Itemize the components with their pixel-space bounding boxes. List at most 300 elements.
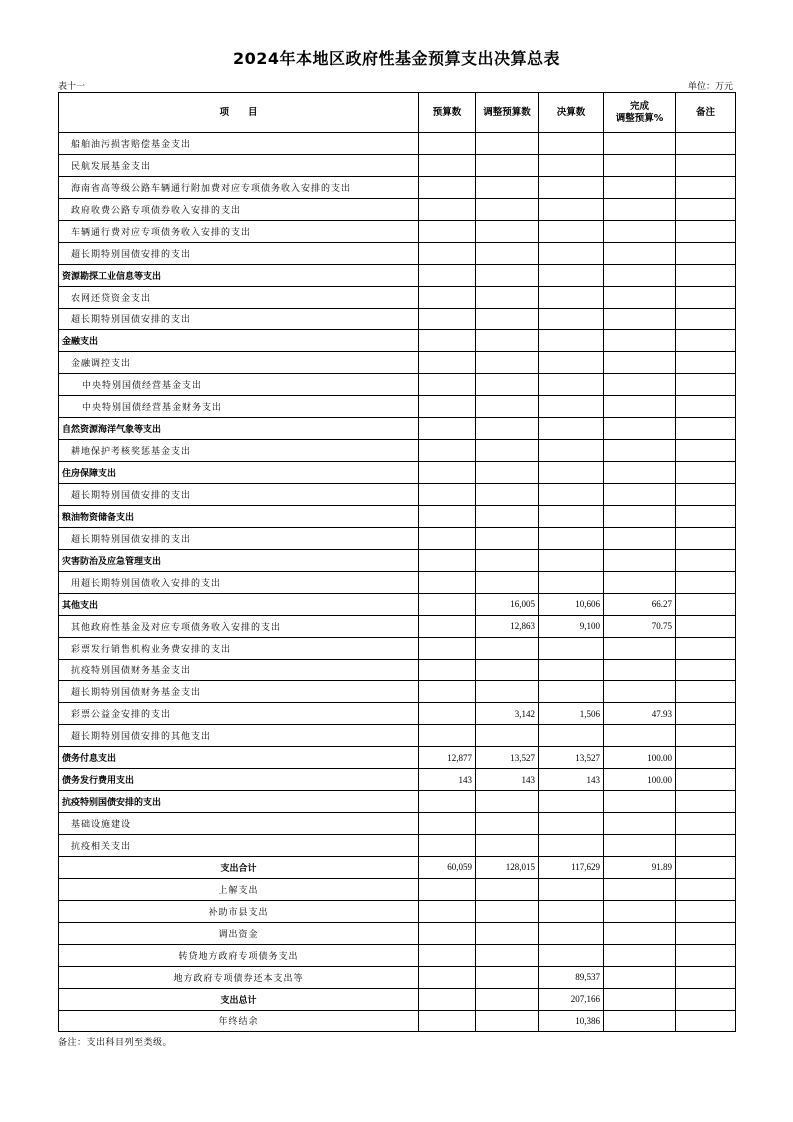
table-row: [59, 637, 736, 659]
cell-adjusted: [476, 659, 539, 681]
cell-adjusted: [476, 900, 539, 922]
cell-pct: [604, 505, 676, 527]
page-title: 2024年本地区政府性基金预算支出决算总表: [232, 49, 561, 68]
cell-final: [539, 878, 604, 900]
table-row: [59, 791, 736, 813]
cell-final: [539, 527, 604, 549]
cell-budget: [419, 396, 476, 418]
cell-final: 117,629: [539, 856, 604, 878]
cell-final: 10,386: [539, 1010, 604, 1032]
table-row: [59, 330, 736, 352]
cell-adjusted: [476, 922, 539, 944]
cell-remark: [676, 900, 736, 922]
cell-adjusted: [476, 286, 539, 308]
cell-pct: [604, 835, 676, 857]
cell-pct: [604, 813, 676, 835]
cell-pct: [604, 878, 676, 900]
cell-final: [539, 725, 604, 747]
cell-adjusted: [476, 176, 539, 198]
cell-budget: [419, 374, 476, 396]
cell-budget: [419, 900, 476, 922]
cell-pct: 47.93: [604, 703, 676, 725]
cell-adjusted: 12,863: [476, 615, 539, 637]
cell-adjusted: 143: [476, 769, 539, 791]
expenditure-table: [58, 92, 736, 1032]
cell-adjusted: [476, 330, 539, 352]
cell-pct: [604, 418, 676, 440]
cell-adjusted: [476, 484, 539, 506]
cell-remark: [676, 220, 736, 242]
header-completion-line1: 完成: [629, 100, 649, 112]
cell-budget: [419, 813, 476, 835]
cell-final: [539, 549, 604, 571]
cell-pct: [604, 637, 676, 659]
cell-adjusted: [476, 308, 539, 330]
cell-remark: [676, 593, 736, 615]
cell-final: [539, 505, 604, 527]
row-item-name: 调出资金: [59, 922, 419, 944]
table-row: [59, 659, 736, 681]
header-adjusted-budget: 调整预算数: [476, 93, 539, 133]
cell-pct: [604, 527, 676, 549]
row-item-name: 超长期特别国债安排的支出: [59, 484, 419, 506]
cell-pct: [604, 484, 676, 506]
cell-pct: [604, 900, 676, 922]
cell-pct: [604, 330, 676, 352]
cell-final: [539, 484, 604, 506]
cell-pct: [604, 988, 676, 1010]
cell-adjusted: [476, 198, 539, 220]
cell-budget: [419, 681, 476, 703]
cell-final: 13,527: [539, 747, 604, 769]
cell-pct: [604, 396, 676, 418]
cell-budget: [419, 220, 476, 242]
row-item-name: 超长期特别国债安排的支出: [59, 527, 419, 549]
cell-adjusted: [476, 988, 539, 1010]
cell-remark: [676, 659, 736, 681]
cell-final: 143: [539, 769, 604, 791]
cell-remark: [676, 352, 736, 374]
cell-final: 9,100: [539, 615, 604, 637]
row-item-name: 超长期特别国债安排的支出: [59, 242, 419, 264]
cell-adjusted: [476, 966, 539, 988]
cell-remark: [676, 418, 736, 440]
cell-final: [539, 659, 604, 681]
header-budget: 预算数: [419, 93, 476, 133]
cell-final: [539, 922, 604, 944]
table-row: [59, 856, 736, 878]
cell-remark: [676, 330, 736, 352]
table-row: [59, 374, 736, 396]
cell-adjusted: 13,527: [476, 747, 539, 769]
cell-pct: 66.27: [604, 593, 676, 615]
table-row: [59, 944, 736, 966]
cell-budget: [419, 462, 476, 484]
table-row: [59, 988, 736, 1010]
cell-final: [539, 571, 604, 593]
table-row: [59, 505, 736, 527]
table-row: [59, 133, 736, 155]
cell-adjusted: [476, 681, 539, 703]
cell-pct: [604, 264, 676, 286]
cell-remark: [676, 1010, 736, 1032]
cell-pct: 70.75: [604, 615, 676, 637]
cell-final: [539, 198, 604, 220]
cell-budget: [419, 966, 476, 988]
table-row: [59, 154, 736, 176]
cell-budget: [419, 725, 476, 747]
table-row: [59, 286, 736, 308]
cell-adjusted: [476, 813, 539, 835]
cell-adjusted: [476, 440, 539, 462]
cell-adjusted: [476, 637, 539, 659]
unit-label: 单位：万元: [687, 82, 733, 92]
cell-final: [539, 835, 604, 857]
cell-adjusted: [476, 396, 539, 418]
cell-pct: 100.00: [604, 747, 676, 769]
cell-adjusted: [476, 154, 539, 176]
table-row: [59, 242, 736, 264]
row-item-name: 地方政府专项债券还本支出等: [59, 966, 419, 988]
table-row: [59, 966, 736, 988]
cell-final: [539, 637, 604, 659]
cell-pct: [604, 176, 676, 198]
row-item-name: 灾害防治及应急管理支出: [59, 549, 419, 571]
cell-final: 10,606: [539, 593, 604, 615]
cell-adjusted: [476, 944, 539, 966]
table-row: [59, 484, 736, 506]
cell-budget: [419, 484, 476, 506]
cell-adjusted: 128,015: [476, 856, 539, 878]
cell-pct: [604, 462, 676, 484]
cell-final: [539, 374, 604, 396]
cell-budget: [419, 527, 476, 549]
table-row: [59, 418, 736, 440]
cell-final: [539, 440, 604, 462]
cell-budget: [419, 615, 476, 637]
cell-pct: [604, 308, 676, 330]
cell-remark: [676, 527, 736, 549]
cell-remark: [676, 462, 736, 484]
row-item-name: 资源勘探工业信息等支出: [59, 264, 419, 286]
cell-pct: [604, 374, 676, 396]
cell-pct: [604, 352, 676, 374]
row-item-name: 海南省高等级公路车辆通行附加费对应专项债务收入安排的支出: [59, 176, 419, 198]
cell-budget: [419, 703, 476, 725]
cell-adjusted: [476, 242, 539, 264]
cell-budget: [419, 133, 476, 155]
row-item-name: 粮油物资储备支出: [59, 505, 419, 527]
table-row: [59, 813, 736, 835]
cell-pct: [604, 944, 676, 966]
cell-remark: [676, 154, 736, 176]
cell-budget: [419, 835, 476, 857]
cell-pct: [604, 725, 676, 747]
cell-budget: [419, 637, 476, 659]
cell-remark: [676, 286, 736, 308]
cell-adjusted: [476, 352, 539, 374]
cell-adjusted: [476, 133, 539, 155]
row-item-name: 抗疫特别国债财务基金支出: [59, 659, 419, 681]
table-row: [59, 352, 736, 374]
cell-budget: [419, 352, 476, 374]
cell-remark: [676, 440, 736, 462]
cell-adjusted: [476, 220, 539, 242]
cell-remark: [676, 176, 736, 198]
cell-adjusted: [476, 462, 539, 484]
cell-pct: [604, 198, 676, 220]
table-row: [59, 571, 736, 593]
row-item-name: 基础设施建设: [59, 813, 419, 835]
cell-adjusted: [476, 1010, 539, 1032]
cell-final: 207,166: [539, 988, 604, 1010]
table-row: [59, 747, 736, 769]
header-item: 项 目: [59, 93, 419, 133]
cell-remark: [676, 791, 736, 813]
cell-final: [539, 681, 604, 703]
cell-remark: [676, 813, 736, 835]
cell-remark: [676, 988, 736, 1010]
row-item-name: 超长期特别国债财务基金支出: [59, 681, 419, 703]
table-row: [59, 703, 736, 725]
cell-pct: [604, 242, 676, 264]
cell-budget: [419, 242, 476, 264]
cell-final: 1,506: [539, 703, 604, 725]
row-item-name: 金融支出: [59, 330, 419, 352]
cell-budget: [419, 198, 476, 220]
cell-pct: [604, 571, 676, 593]
cell-pct: [604, 133, 676, 155]
cell-final: [539, 264, 604, 286]
header-completion-line2: 调整预算%: [615, 112, 664, 124]
cell-remark: [676, 966, 736, 988]
cell-remark: [676, 242, 736, 264]
cell-pct: 91.89: [604, 856, 676, 878]
cell-budget: [419, 549, 476, 571]
row-item-name: 自然资源海洋气象等支出: [59, 418, 419, 440]
cell-budget: [419, 922, 476, 944]
row-item-name: 年终结余: [59, 1010, 419, 1032]
cell-pct: [604, 154, 676, 176]
cell-budget: [419, 286, 476, 308]
cell-pct: [604, 922, 676, 944]
row-item-name: 彩票发行销售机构业务费安排的支出: [59, 637, 419, 659]
table-number: 表十一: [58, 82, 86, 92]
row-item-name: 彩票公益金安排的支出: [59, 703, 419, 725]
cell-budget: [419, 176, 476, 198]
table-row: [59, 922, 736, 944]
table-row: [59, 1010, 736, 1032]
cell-final: [539, 418, 604, 440]
cell-adjusted: [476, 549, 539, 571]
cell-remark: [676, 308, 736, 330]
cell-remark: [676, 484, 736, 506]
cell-budget: [419, 593, 476, 615]
table-row: [59, 176, 736, 198]
table-body: [59, 133, 736, 1032]
cell-adjusted: [476, 264, 539, 286]
cell-final: [539, 242, 604, 264]
cell-remark: [676, 396, 736, 418]
cell-adjusted: 16,005: [476, 593, 539, 615]
row-item-name: 用超长期特别国债收入安排的支出: [59, 571, 419, 593]
cell-remark: [676, 681, 736, 703]
cell-pct: [604, 681, 676, 703]
cell-adjusted: [476, 725, 539, 747]
header-final: 决算数: [539, 93, 604, 133]
cell-pct: [604, 220, 676, 242]
cell-final: [539, 154, 604, 176]
cell-pct: [604, 549, 676, 571]
cell-remark: [676, 615, 736, 637]
cell-remark: [676, 703, 736, 725]
row-item-name: 其他支出: [59, 593, 419, 615]
cell-pct: [604, 966, 676, 988]
cell-final: [539, 220, 604, 242]
row-item-name: 转贷地方政府专项债务支出: [59, 944, 419, 966]
cell-budget: 60,059: [419, 856, 476, 878]
cell-adjusted: [476, 527, 539, 549]
table-row: [59, 462, 736, 484]
cell-remark: [676, 922, 736, 944]
cell-adjusted: [476, 878, 539, 900]
cell-pct: [604, 791, 676, 813]
cell-remark: [676, 944, 736, 966]
cell-remark: [676, 374, 736, 396]
cell-adjusted: [476, 374, 539, 396]
cell-budget: [419, 1010, 476, 1032]
table-row: [59, 681, 736, 703]
cell-adjusted: [476, 418, 539, 440]
cell-remark: [676, 198, 736, 220]
cell-final: [539, 462, 604, 484]
cell-remark: [676, 133, 736, 155]
cell-remark: [676, 856, 736, 878]
row-item-name: 金融调控支出: [59, 352, 419, 374]
cell-adjusted: 3,142: [476, 703, 539, 725]
table-row: [59, 198, 736, 220]
cell-final: [539, 791, 604, 813]
cell-budget: 143: [419, 769, 476, 791]
cell-adjusted: [476, 835, 539, 857]
table-row: [59, 593, 736, 615]
cell-pct: 100.00: [604, 769, 676, 791]
cell-budget: [419, 418, 476, 440]
cell-pct: [604, 1010, 676, 1032]
row-item-name: 住房保障支出: [59, 462, 419, 484]
cell-remark: [676, 835, 736, 857]
cell-final: [539, 352, 604, 374]
cell-remark: [676, 769, 736, 791]
cell-budget: [419, 330, 476, 352]
cell-final: [539, 133, 604, 155]
row-item-name: 中央特别国债经营基金支出: [59, 374, 419, 396]
row-item-name: 耕地保护考核奖惩基金支出: [59, 440, 419, 462]
cell-remark: [676, 747, 736, 769]
header-remark: 备注: [676, 93, 736, 133]
table-row: [59, 900, 736, 922]
cell-budget: [419, 791, 476, 813]
cell-budget: [419, 944, 476, 966]
cell-remark: [676, 505, 736, 527]
cell-final: [539, 286, 604, 308]
table-row: [59, 549, 736, 571]
cell-remark: [676, 637, 736, 659]
cell-budget: 12,877: [419, 747, 476, 769]
header-completion: [604, 93, 676, 133]
cell-remark: [676, 725, 736, 747]
table-row: [59, 220, 736, 242]
cell-final: [539, 396, 604, 418]
cell-adjusted: [476, 571, 539, 593]
row-item-name: 超长期特别国债安排的支出: [59, 308, 419, 330]
cell-final: [539, 944, 604, 966]
table-row: [59, 527, 736, 549]
row-item-name: 支出总计: [59, 988, 419, 1010]
row-item-name: 其他政府性基金及对应专项债务收入安排的支出: [59, 615, 419, 637]
cell-budget: [419, 440, 476, 462]
cell-adjusted: [476, 505, 539, 527]
table-row: [59, 725, 736, 747]
table-row: [59, 878, 736, 900]
row-item-name: 补助市县支出: [59, 900, 419, 922]
row-item-name: 支出合计: [59, 856, 419, 878]
row-item-name: 农网还贷资金支出: [59, 286, 419, 308]
row-item-name: 债务付息支出: [59, 747, 419, 769]
cell-budget: [419, 154, 476, 176]
row-item-name: 民航发展基金支出: [59, 154, 419, 176]
cell-pct: [604, 440, 676, 462]
cell-budget: [419, 659, 476, 681]
row-item-name: 抗疫相关支出: [59, 835, 419, 857]
table-header-row: [59, 93, 736, 133]
row-item-name: 超长期特别国债安排的其他支出: [59, 725, 419, 747]
cell-budget: [419, 308, 476, 330]
row-item-name: 债务发行费用支出: [59, 769, 419, 791]
table-row: [59, 264, 736, 286]
cell-pct: [604, 286, 676, 308]
cell-remark: [676, 878, 736, 900]
cell-remark: [676, 264, 736, 286]
row-item-name: 船舶油污损害赔偿基金支出: [59, 133, 419, 155]
table-row: [59, 308, 736, 330]
cell-budget: [419, 878, 476, 900]
table-row: [59, 835, 736, 857]
cell-final: [539, 308, 604, 330]
cell-final: [539, 900, 604, 922]
cell-final: [539, 330, 604, 352]
cell-adjusted: [476, 791, 539, 813]
cell-budget: [419, 505, 476, 527]
cell-remark: [676, 549, 736, 571]
row-item-name: 抗疫特别国债安排的支出: [59, 791, 419, 813]
cell-final: [539, 176, 604, 198]
cell-budget: [419, 571, 476, 593]
cell-budget: [419, 264, 476, 286]
row-item-name: 上解支出: [59, 878, 419, 900]
cell-final: 89,537: [539, 966, 604, 988]
row-item-name: 中央特别国债经营基金财务支出: [59, 396, 419, 418]
table-row: [59, 440, 736, 462]
table-row: [59, 396, 736, 418]
cell-remark: [676, 571, 736, 593]
row-item-name: 车辆通行费对应专项债务收入安排的支出: [59, 220, 419, 242]
table-row: [59, 769, 736, 791]
cell-budget: [419, 988, 476, 1010]
row-item-name: 政府收费公路专项债券收入安排的支出: [59, 198, 419, 220]
cell-final: [539, 813, 604, 835]
table-row: [59, 615, 736, 637]
